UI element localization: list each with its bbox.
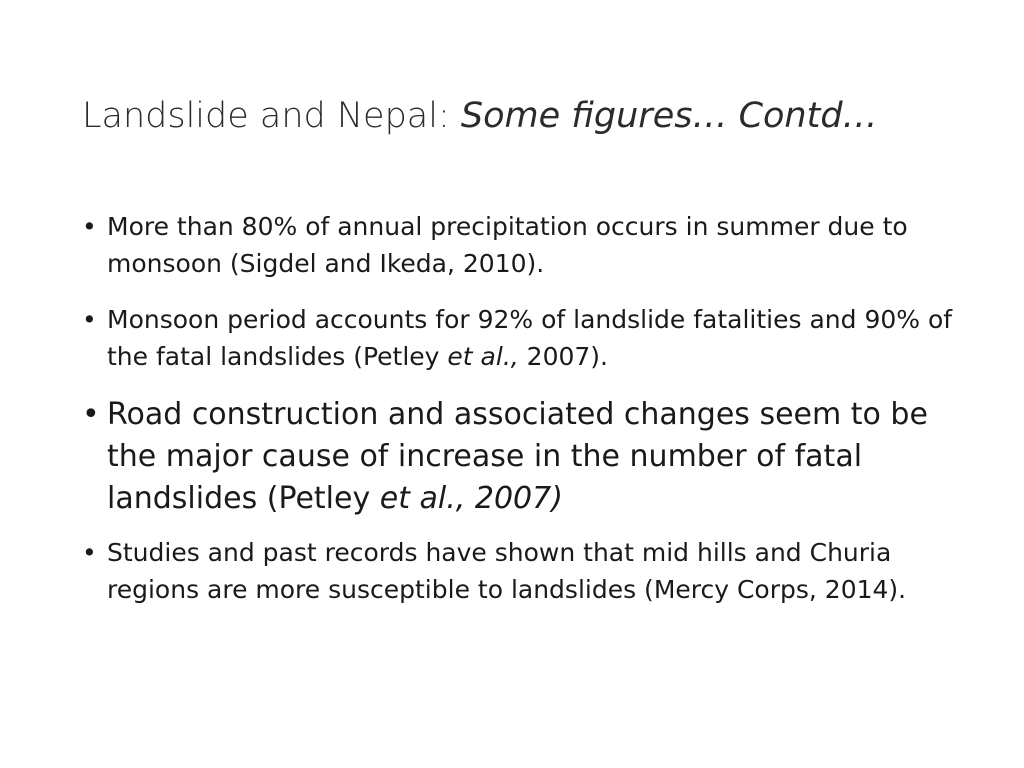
bullet-dot: • bbox=[82, 212, 97, 241]
bullet-text-tail: 2007). bbox=[518, 342, 608, 371]
bullet-text: Road construction and associated changes seem to be the major cause of increase in the number of fatal landslides (Petley bbox=[107, 397, 928, 516]
bullet-dot: • bbox=[82, 397, 100, 432]
bullet-item bbox=[82, 301, 954, 375]
bullet-item bbox=[82, 208, 954, 282]
slide-title-main: Landslide and Nepal: bbox=[82, 96, 461, 136]
bullet-list bbox=[82, 208, 954, 627]
bullet-text: Monsoon period accounts for 92% of landslide fatalities and 90% of the fatal landslides (Petley bbox=[107, 305, 953, 371]
bullet-text-italic: et al., bbox=[447, 342, 519, 371]
bullet-dot: • bbox=[82, 305, 97, 334]
slide-title bbox=[82, 92, 962, 140]
bullet-dot: • bbox=[82, 538, 97, 567]
bullet-text-italic: et al., 2007) bbox=[379, 481, 563, 516]
bullet-item-emphasis bbox=[82, 394, 954, 520]
bullet-item bbox=[82, 534, 954, 608]
bullet-text: Studies and past records have shown that mid hills and Churia regions are more susceptible to landslides (Mercy Corps, 2014). bbox=[107, 538, 907, 604]
bullet-text: More than 80% of annual precipitation occurs in summer due to monsoon (Sigdel and Ikeda, 2010). bbox=[107, 212, 908, 278]
slide-title-italic: Some figures… Contd… bbox=[460, 96, 878, 136]
